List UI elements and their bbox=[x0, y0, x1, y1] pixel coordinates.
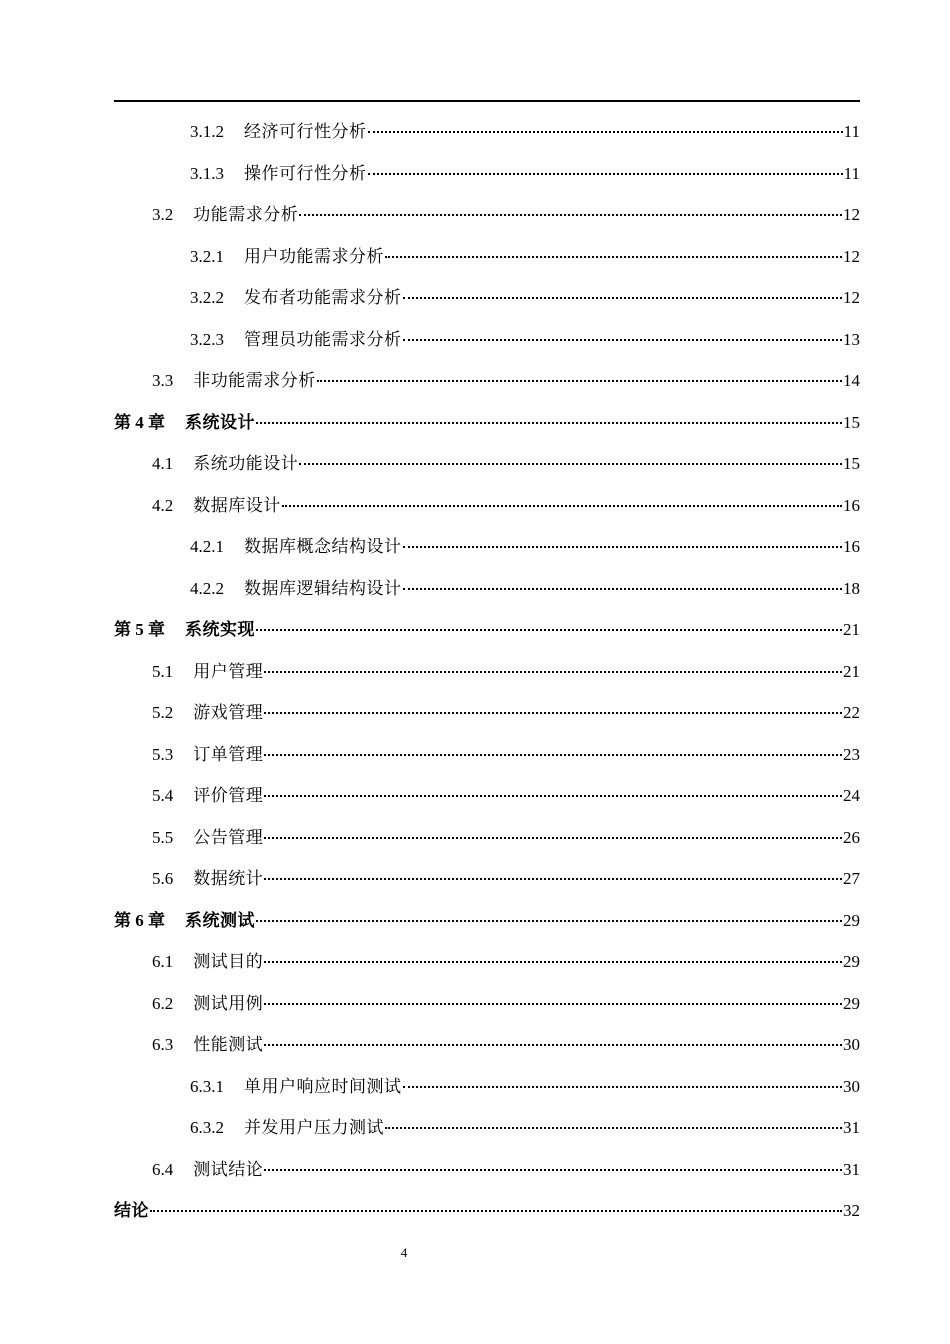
toc-dot-leader bbox=[299, 212, 842, 216]
toc-entry-page: 29 bbox=[843, 910, 860, 930]
toc-entry-title: 数据统计 bbox=[193, 869, 264, 888]
toc-entry-title: 测试目的 bbox=[193, 952, 264, 971]
toc-entry-number: 6.3.2 bbox=[190, 1118, 224, 1137]
toc-entry[interactable] bbox=[114, 1149, 860, 1191]
toc-entry[interactable] bbox=[114, 1066, 860, 1108]
toc-entry-page: 30 bbox=[843, 1035, 860, 1054]
toc-entry-title: 并发用户压力测试 bbox=[244, 1118, 384, 1137]
toc-entry-page: 31 bbox=[843, 1118, 860, 1137]
toc-entry-page: 12 bbox=[843, 288, 860, 307]
toc-entry[interactable] bbox=[114, 194, 860, 236]
toc-entry-number: 5.1 bbox=[152, 661, 174, 681]
toc-entry-page: 29 bbox=[843, 952, 860, 971]
toc-dot-leader bbox=[403, 586, 843, 590]
toc-entry[interactable] bbox=[114, 983, 860, 1025]
toc-entry-title: 经济可行性分析 bbox=[244, 122, 367, 141]
toc-entry[interactable] bbox=[114, 941, 860, 983]
toc-entry-page: 30 bbox=[843, 1076, 860, 1096]
toc-dot-leader bbox=[256, 627, 842, 631]
toc-dot-leader bbox=[264, 669, 842, 673]
toc-entry-number: 3.2.3 bbox=[190, 329, 224, 349]
toc-dot-leader bbox=[264, 959, 842, 963]
toc-dot-leader bbox=[264, 1167, 842, 1171]
toc-entry-page: 18 bbox=[843, 578, 860, 598]
toc-entry[interactable] bbox=[114, 1024, 860, 1066]
toc-entry-number: 第 5 章 bbox=[114, 620, 165, 639]
toc-entry-number: 4.1 bbox=[152, 454, 174, 473]
toc-entry-title: 系统功能设计 bbox=[193, 454, 299, 473]
toc-entry-page: 13 bbox=[843, 329, 860, 349]
toc-entry[interactable] bbox=[114, 609, 860, 651]
toc-entry-title: 功能需求分析 bbox=[193, 205, 299, 224]
toc-dot-leader bbox=[403, 295, 843, 299]
toc-dot-leader bbox=[264, 793, 842, 797]
toc-entry-title: 用户功能需求分析 bbox=[244, 246, 384, 266]
toc-dot-leader bbox=[282, 503, 842, 507]
toc-entry-page: 12 bbox=[843, 246, 860, 266]
toc-entry-number: 3.2.2 bbox=[190, 288, 224, 307]
toc-entry-page: 11 bbox=[843, 163, 860, 183]
toc-entry-page: 23 bbox=[843, 744, 860, 764]
toc-entry-title: 订单管理 bbox=[193, 744, 264, 764]
toc-dot-leader bbox=[256, 420, 842, 424]
toc-entry[interactable] bbox=[114, 526, 860, 568]
toc-entry-page: 24 bbox=[843, 786, 860, 805]
toc-dot-leader bbox=[368, 171, 843, 175]
toc-entry-number: 第 6 章 bbox=[114, 910, 165, 930]
toc-dot-leader bbox=[317, 378, 842, 382]
toc-dot-leader bbox=[264, 1001, 842, 1005]
toc-entry[interactable] bbox=[114, 111, 860, 153]
toc-entry-number: 5.4 bbox=[152, 786, 174, 805]
page-number: 4 bbox=[400, 1245, 408, 1260]
toc-entry-title: 管理员功能需求分析 bbox=[244, 329, 402, 349]
toc-entry[interactable] bbox=[114, 443, 860, 485]
toc-entry-page: 21 bbox=[843, 661, 860, 681]
toc-dot-leader bbox=[264, 1042, 842, 1046]
toc-entry-number: 6.3.1 bbox=[190, 1076, 224, 1096]
toc-dot-leader bbox=[264, 835, 842, 839]
toc-dot-leader bbox=[368, 129, 843, 133]
toc-entry-page: 26 bbox=[843, 827, 860, 847]
toc-entry-number: 6.3 bbox=[152, 1035, 174, 1054]
toc-entry[interactable] bbox=[114, 277, 860, 319]
toc-dot-leader bbox=[403, 1084, 843, 1088]
toc-dot-leader bbox=[385, 1125, 842, 1129]
toc-entry[interactable] bbox=[114, 485, 860, 527]
toc-entry[interactable] bbox=[114, 817, 860, 859]
toc-entry-number: 3.2.1 bbox=[190, 246, 224, 266]
toc-entry-title: 性能测试 bbox=[193, 1035, 264, 1054]
toc-entry-title: 数据库逻辑结构设计 bbox=[244, 578, 402, 598]
toc-entry[interactable] bbox=[114, 153, 860, 195]
toc-dot-leader bbox=[385, 254, 842, 258]
toc-entry[interactable] bbox=[114, 775, 860, 817]
toc-entry[interactable] bbox=[114, 568, 860, 610]
toc-entry-number: 3.1.2 bbox=[190, 122, 224, 141]
toc-dot-leader bbox=[264, 876, 842, 880]
toc-dot-leader bbox=[403, 544, 843, 548]
toc-entry-title: 操作可行性分析 bbox=[244, 163, 367, 183]
header-rule bbox=[114, 100, 860, 102]
toc-entry-title: 系统设计 bbox=[185, 412, 255, 432]
toc-entry[interactable] bbox=[114, 900, 860, 942]
toc-entry[interactable] bbox=[114, 734, 860, 776]
toc-entry-page: 29 bbox=[843, 993, 860, 1013]
toc-entry-number: 3.1.3 bbox=[190, 163, 224, 183]
toc-entry-number: 5.3 bbox=[152, 744, 174, 764]
toc-entry-title: 用户管理 bbox=[193, 661, 264, 681]
toc-entry[interactable] bbox=[114, 1107, 860, 1149]
toc-entry-number: 4.2.2 bbox=[190, 578, 224, 598]
toc-entry-number: 6.2 bbox=[152, 993, 174, 1013]
toc-entry[interactable] bbox=[114, 402, 860, 444]
toc-entry-page: 16 bbox=[843, 495, 860, 515]
toc-entry-page: 31 bbox=[843, 1159, 860, 1179]
toc-dot-leader bbox=[403, 337, 843, 341]
toc-entry-title: 测试结论 bbox=[193, 1159, 264, 1179]
toc-entry-page: 22 bbox=[843, 703, 860, 722]
toc-entry-title: 测试用例 bbox=[193, 993, 264, 1013]
toc-entry[interactable] bbox=[114, 692, 860, 734]
toc-entry[interactable] bbox=[114, 1190, 860, 1232]
toc-entry-title: 评价管理 bbox=[193, 786, 264, 805]
toc-entry-page: 15 bbox=[843, 454, 860, 473]
toc-entry-number: 5.2 bbox=[152, 703, 174, 722]
toc-entry[interactable] bbox=[114, 360, 860, 402]
toc-entry-number: 3.2 bbox=[152, 205, 174, 224]
toc-dot-leader bbox=[150, 1208, 842, 1212]
toc-dot-leader bbox=[264, 752, 842, 756]
toc-entry-number: 6.1 bbox=[152, 952, 174, 971]
toc-entry-title: 数据库概念结构设计 bbox=[244, 537, 402, 556]
toc-entry[interactable] bbox=[114, 651, 860, 693]
toc-entry-page: 11 bbox=[843, 122, 860, 141]
toc-entry-number: 4.2.1 bbox=[190, 537, 224, 556]
toc-entry[interactable] bbox=[114, 236, 860, 278]
toc-entry-title: 系统实现 bbox=[185, 620, 255, 639]
toc-entry-title: 数据库设计 bbox=[193, 495, 281, 515]
toc-entry-page: 16 bbox=[843, 537, 860, 556]
toc-entry-number: 第 4 章 bbox=[114, 412, 165, 432]
toc-entry-title: 单用户响应时间测试 bbox=[244, 1076, 402, 1096]
toc-dot-leader bbox=[264, 710, 842, 714]
toc-entry-page: 12 bbox=[843, 205, 860, 224]
toc-entry-number: 3.3 bbox=[152, 371, 174, 390]
toc-entry[interactable] bbox=[114, 319, 860, 361]
toc-entry-title: 游戏管理 bbox=[193, 703, 264, 722]
toc-entry-title: 公告管理 bbox=[193, 827, 264, 847]
toc-entry-title: 结论 bbox=[114, 1201, 149, 1220]
toc-entry-title: 发布者功能需求分析 bbox=[244, 288, 402, 307]
toc-entry-number: 5.6 bbox=[152, 869, 174, 888]
table-of-contents bbox=[114, 111, 860, 1232]
toc-entry-number: 4.2 bbox=[152, 495, 174, 515]
toc-dot-leader bbox=[299, 461, 842, 465]
toc-entry[interactable] bbox=[114, 858, 860, 900]
toc-dot-leader bbox=[256, 918, 842, 922]
toc-entry-number: 6.4 bbox=[152, 1159, 174, 1179]
toc-entry-number: 5.5 bbox=[152, 827, 174, 847]
toc-entry-title: 非功能需求分析 bbox=[193, 371, 316, 390]
toc-entry-page: 15 bbox=[843, 412, 860, 432]
toc-entry-page: 14 bbox=[843, 371, 860, 390]
toc-entry-page: 21 bbox=[843, 620, 860, 639]
toc-entry-title: 系统测试 bbox=[185, 910, 255, 930]
toc-entry-page: 27 bbox=[843, 869, 860, 888]
toc-entry-page: 32 bbox=[843, 1201, 860, 1220]
